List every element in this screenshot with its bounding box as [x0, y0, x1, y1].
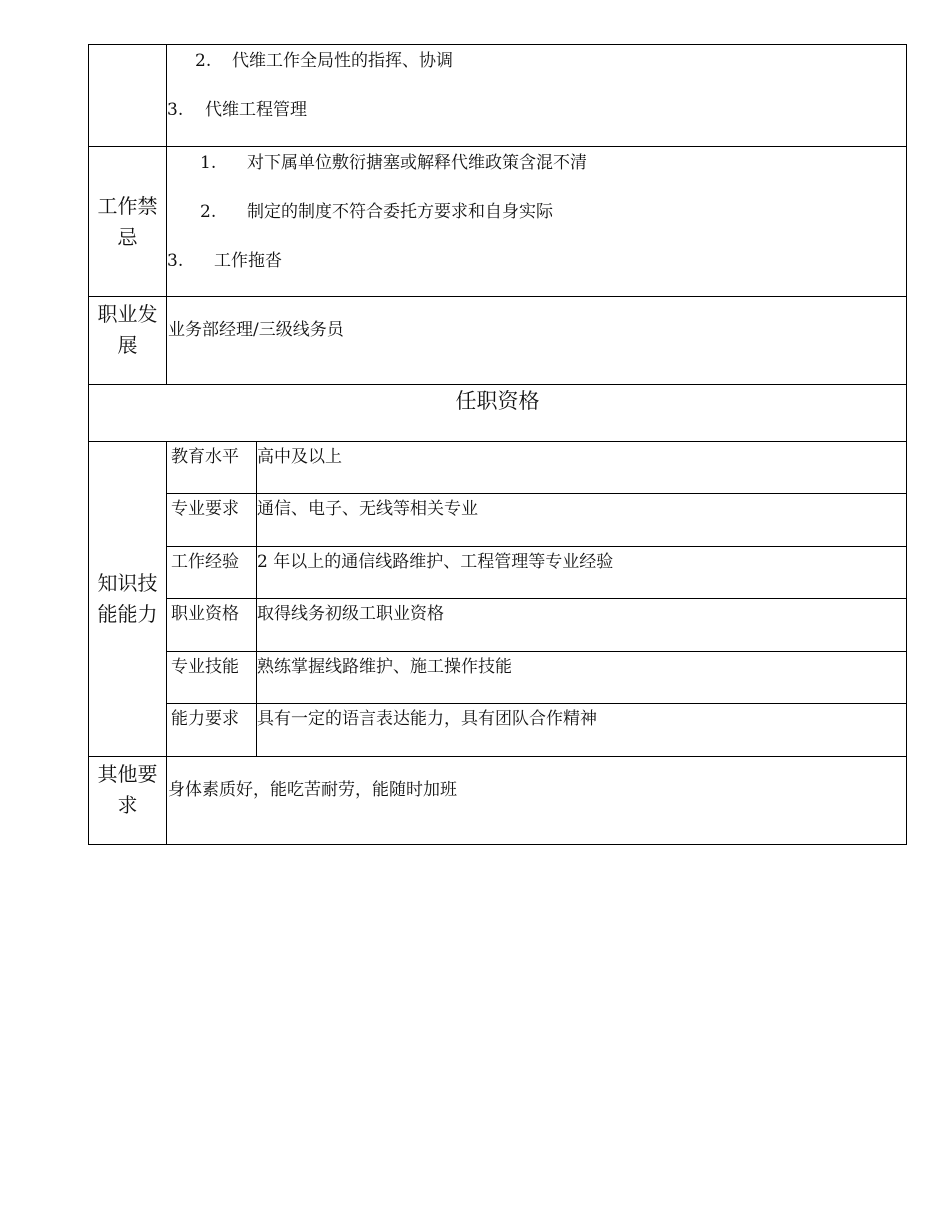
knowledge-heading: 知识技能能力 [97, 571, 158, 626]
list-item [167, 250, 906, 272]
qualification-title-row [89, 385, 907, 442]
skills-label: 专业技能 [167, 652, 257, 704]
other-value-cell [167, 757, 907, 845]
table-row [89, 547, 907, 599]
other-row [89, 757, 907, 845]
list-item-number: 1. [200, 153, 217, 173]
career-path-text: 业务部经理/三级线务员 [168, 320, 344, 340]
major-label: 专业要求 [167, 494, 257, 547]
career-value-cell [167, 297, 907, 385]
duties-continuation-row [89, 45, 907, 147]
table-row [89, 442, 907, 494]
career-heading: 职业发展 [97, 302, 158, 357]
other-heading: 其他要求 [97, 762, 158, 817]
certification-value: 取得线务初级工职业资格 [257, 599, 907, 652]
other-requirements-text: 身体素质好，能吃苦耐劳，能随时加班 [168, 780, 457, 800]
list-item [167, 50, 906, 72]
job-description-table [88, 44, 907, 845]
list-item [167, 201, 906, 223]
skills-value: 熟练掌握线路维护、施工操作技能 [257, 652, 907, 704]
career-row [89, 297, 907, 385]
other-heading-cell [89, 757, 167, 845]
knowledge-heading-cell [89, 442, 167, 757]
list-item [167, 152, 906, 174]
list-item-text: 对下属单位敷衍搪塞或解释代维政策含混不清 [247, 153, 587, 173]
experience-label: 工作经验 [167, 547, 257, 599]
major-value: 通信、电子、无线等相关专业 [257, 494, 907, 547]
career-heading-cell [89, 297, 167, 385]
education-value: 高中及以上 [257, 442, 907, 494]
list-item-number: 2. [195, 51, 212, 71]
section-title: 任职资格 [89, 385, 907, 442]
duties-heading-cell [89, 45, 167, 147]
table-row [89, 599, 907, 652]
education-label: 教育水平 [167, 442, 257, 494]
list-item-text: 工作拖沓 [214, 251, 282, 271]
list-item-number: 3. [167, 251, 184, 271]
list-item-number: 2. [200, 202, 217, 222]
experience-value: 2 年以上的通信线路维护、工程管理等专业经验 [257, 547, 907, 599]
duties-list-cell [167, 45, 907, 147]
list-item-text: 代维工程管理 [205, 100, 307, 120]
taboos-heading-cell [89, 147, 167, 297]
taboos-list-cell [167, 147, 907, 297]
table-row [89, 652, 907, 704]
table-row [89, 494, 907, 547]
ability-value: 具有一定的语言表达能力，具有团队合作精神 [257, 704, 907, 757]
certification-label: 职业资格 [167, 599, 257, 652]
list-item-text: 制定的制度不符合委托方要求和自身实际 [247, 202, 553, 222]
taboos-row [89, 147, 907, 297]
table-row [89, 704, 907, 757]
taboos-heading: 工作禁忌 [97, 193, 158, 249]
ability-label: 能力要求 [167, 704, 257, 757]
list-item [167, 99, 906, 121]
list-item-text: 代维工作全局性的指挥、协调 [232, 51, 453, 71]
list-item-number: 3. [167, 100, 184, 120]
